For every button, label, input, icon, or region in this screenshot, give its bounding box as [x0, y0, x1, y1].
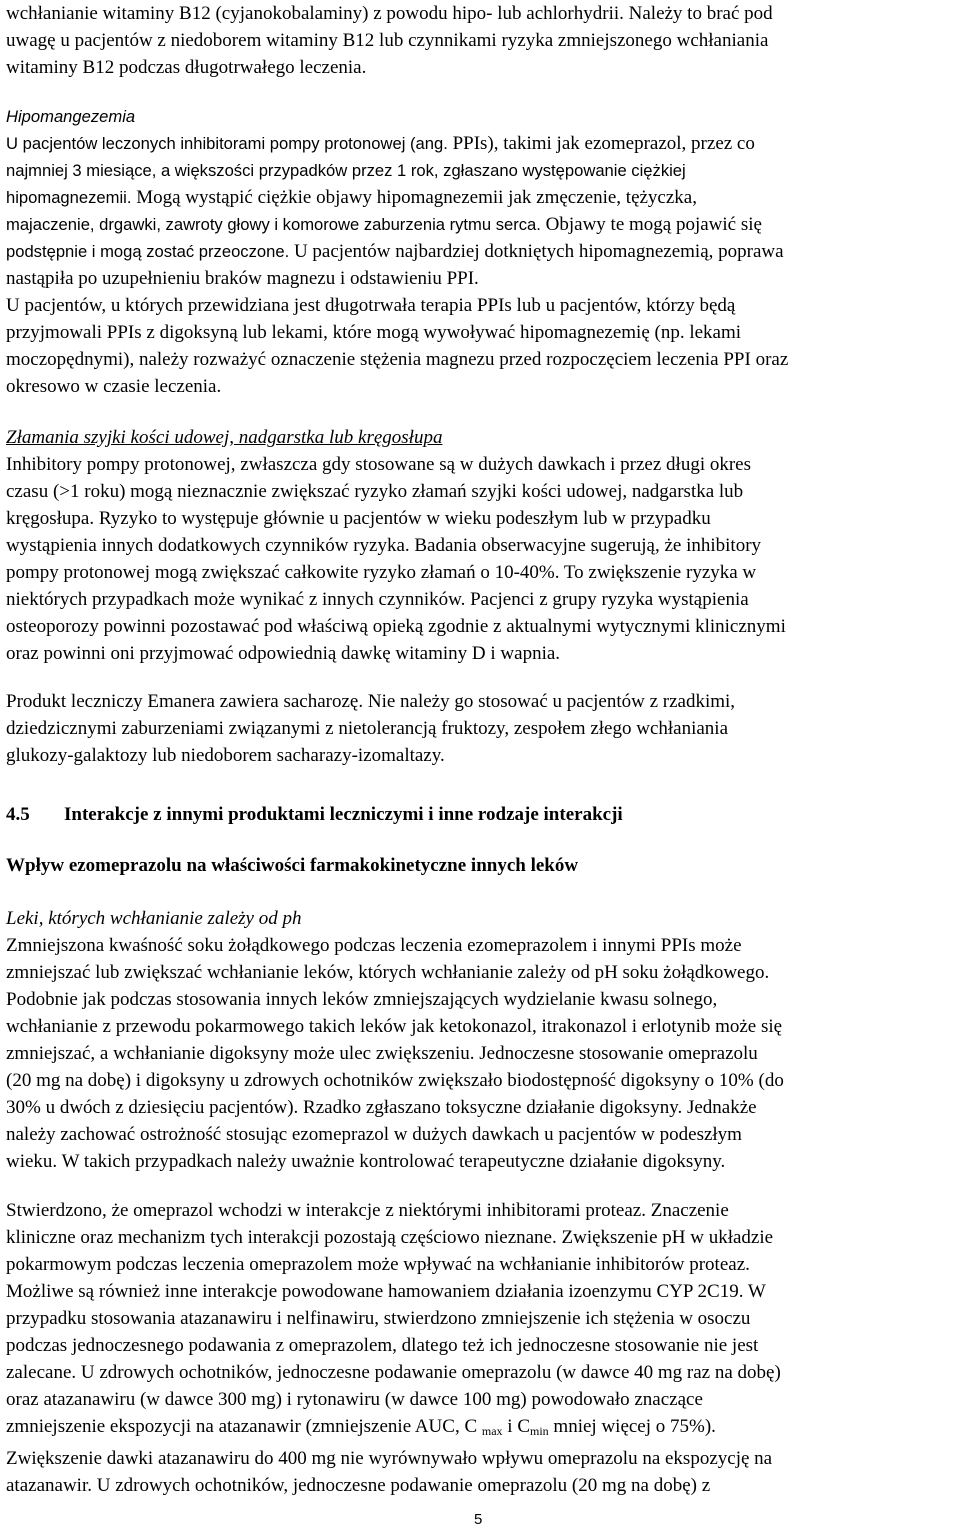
section-heading: [6, 801, 623, 828]
subsection-title: Wpływ ezomeprazolu na właściwości farmakokinetyczne innych leków: [6, 855, 579, 876]
page-number: 5: [474, 1511, 483, 1528]
text-line: Inhibitory pompy protonowej, zwłaszcza gdy stosowane są w dużych dawkach i przez długi okres: [6, 454, 752, 475]
text-line: Produkt leczniczy Emanera zawiera sacharozę. Nie należy go stosować u pacjentów z rzadkimi,: [6, 691, 736, 712]
text-line: zalecane. U zdrowych ochotników, jednoczesne podawanie omeprazolu (w dawce 40 mg raz na dobę): [6, 1362, 781, 1383]
ph-section: [6, 905, 958, 1175]
section-title: Interakcje z innymi produktami leczniczymi i inne rodzaje interakcji: [64, 804, 623, 825]
subscript-min: min: [530, 1424, 549, 1438]
text-line: przypadku stosowania atazanawiru i nelfinawiru, stwierdzono zmniejszenie ich stężenia w osoczu: [6, 1308, 751, 1329]
text-run: majaczenie, drgawki, zawroty głowy i komorowe zaburzenia rytmu serca.: [6, 215, 541, 234]
text-line: Stwierdzono, że omeprazol wchodzi w interakcje z niektórymi inhibitorami proteaz. Znaczenie: [6, 1200, 729, 1221]
ph-heading: Leki, których wchłanianie zależy od ph: [6, 908, 302, 929]
text-line: zmniejszać, a wchłanianie digoksyny może ulec zwiększeniu. Jednoczesne stosowanie omeprazolu: [6, 1043, 758, 1064]
text-line: U pacjentów, u których przewidziana jest długotrwała terapia PPIs lub u pacjentów, którzy będą: [6, 295, 736, 316]
subscript-max: max: [481, 1424, 503, 1438]
text-run: PPIs), takimi jak ezomeprazol, przez co: [447, 133, 755, 154]
text-line: pompy protonowej mogą zwiększać całkowite ryzyko złamań o 10-40%. To zwiększenie ryzyka w: [6, 562, 757, 583]
text-line: kręgosłupa. Ryzyko to występuje głównie u pacjentów w wieku podeszłym lub w przypadku: [6, 508, 711, 529]
fractures-section: [6, 424, 958, 667]
text-line: uwagę u pacjentów z niedoborem witaminy B12 lub czynnikami ryzyka zmniejszonego wchłaniania: [6, 30, 769, 51]
fractures-heading: Złamania szyjki kości udowej, nadgarstka lub kręgosłupa: [6, 427, 443, 448]
subsection-heading: [6, 852, 958, 879]
text-line: kliniczne oraz mechanizm tych interakcji pozostają częściowo nieznane. Zwiększenie pH w układzie: [6, 1227, 774, 1248]
text-line: Możliwe są również inne interakcje powodowane hamowaniem działania izoenzymu CYP 2C19. W: [6, 1281, 766, 1302]
text-line: 30% u dwóch z dziesięciu pacjentów). Rzadko zgłaszano toksyczne działanie digoksyny. Jednakże: [6, 1097, 757, 1118]
sucrose-paragraph: [6, 688, 958, 769]
intro-paragraph: [6, 0, 958, 81]
text-line: wchłanianie witaminy B12 (cyjanokobalaminy) z powodu hipo- lub achlorhydrii. Należy to brać pod: [6, 3, 773, 24]
text-line: glukozy-galaktozy lub niedoborem sacharazy-izomaltazy.: [6, 745, 445, 766]
text-line: podczas jednoczesnego podawania z omeprazolem, dlatego też ich jednoczesne stosowanie nie jest: [6, 1335, 759, 1356]
text-line: oraz powinni oni przyjmować odpowiednią dawkę witaminy D i wapnia.: [6, 643, 561, 664]
text-line: Zwiększenie dawki atazanawiru do 400 mg nie wyrównywało wpływu omeprazolu na ekspozycję na: [6, 1448, 773, 1469]
text-line: czasu (>1 roku) mogą nieznacznie zwiększać ryzyko złamań szyjki kości udowej, nadgarstka lub: [6, 481, 744, 502]
text-line: dziedzicznymi zaburzeniami związanymi z nietolerancją fruktozy, zespołem złego wchłaniania: [6, 718, 729, 739]
text-line: najmniej 3 miesiące, a większości przypadków przez 1 rok, zgłaszano występowanie ciężkiej: [6, 161, 686, 180]
text-run: podstępnie i mogą zostać przeoczone.: [6, 242, 290, 261]
text-run: Mogą wystąpić ciężkie objawy hipomagnezemii jak zmęczenie, tężyczka,: [131, 187, 697, 208]
text-run: Objawy te mogą pojawić się: [540, 214, 762, 235]
text-run: mniej więcej o 75%).: [548, 1416, 716, 1437]
text-run: zmniejszenie ekspozycji na atazanawir (zmniejszenie AUC, C: [6, 1416, 482, 1437]
text-run: U pacjentów leczonych inhibitorami pompy protonowej (ang.: [6, 134, 448, 153]
text-line: osteoporozy powinni pozostawać pod właściwą opieką zgodnie z aktualnymi wytycznymi klinicznymi: [6, 616, 786, 637]
hypomagnesemia-heading: Hipomangezemia: [6, 107, 136, 126]
text-line: atazanawir. U zdrowych ochotników, jednoczesne podawanie omeprazolu (20 mg na dobę) z: [6, 1475, 711, 1496]
text-line: wchłanianie z przewodu pokarmowego takich leków jak ketokonazol, itrakonazol i erlotynib może się: [6, 1016, 783, 1037]
text-line: Podobnie jak podczas stosowania innych leków zmniejszających wydzielanie kwasu solnego,: [6, 989, 718, 1010]
text-line: moczopędnymi), należy rozważyć oznaczenie stężenia magnezu przed rozpoczęciem leczenia PPI oraz: [6, 349, 789, 370]
text-line: oraz atazanawiru (w dawce 300 mg) i rytonawiru (w dawce 100 mg) powodowało znaczące: [6, 1389, 703, 1410]
text-line: przyjmowali PPIs z digoksyną lub lekami, które mogą wywoływać hipomagnezemię (np. lekami: [6, 322, 742, 343]
section-number: 4.5: [6, 804, 30, 825]
text-line: należy zachować ostrożność stosując ezomeprazol w dużych dawkach u pacjentów w podeszłym: [6, 1124, 742, 1145]
auc-line: [6, 1413, 958, 1445]
hypomagnesemia-section: [6, 103, 958, 400]
text-run: i C: [502, 1416, 530, 1437]
text-line: witaminy B12 podczas długotrwałego leczenia.: [6, 57, 367, 78]
text-line: wieku. W takich przypadkach należy uważnie kontrolować terapeutyczne działanie digoksyny.: [6, 1151, 726, 1172]
text-line: Zmniejszona kwaśność soku żołądkowego podczas leczenia ezomeprazolem i innymi PPIs może: [6, 935, 742, 956]
text-line: wystąpienia innych dodatkowych czynników ryzyka. Badania obserwacyjne sugerują, że inhibitory: [6, 535, 762, 556]
text-run: U pacjentów najbardziej dotkniętych hipomagnezemią, poprawa: [289, 241, 784, 262]
text-run: hipomagnezemii.: [6, 188, 132, 207]
protease-paragraph: [6, 1197, 958, 1499]
text-line: okresowo w czasie leczenia.: [6, 376, 222, 397]
text-line: (20 mg na dobę) i digoksyny u zdrowych ochotników zwiększało biodostępność digoksyny o 10% (do: [6, 1070, 784, 1091]
text-line: pokarmowym podczas leczenia omeprazolem może wpływać na wchłanianie inhibitorów proteaz.: [6, 1254, 750, 1275]
text-line: nastąpiła po uzupełnieniu braków magnezu i odstawieniu PPI.: [6, 268, 479, 289]
text-line: niektórych przypadkach może wynikać z innych czynników. Pacjenci z grupy ryzyka wystąpienia: [6, 589, 749, 610]
text-line: zmniejszać lub zwiększać wchłanianie leków, których wchłanianie zależy od pH soku żołądkowego.: [6, 962, 770, 983]
